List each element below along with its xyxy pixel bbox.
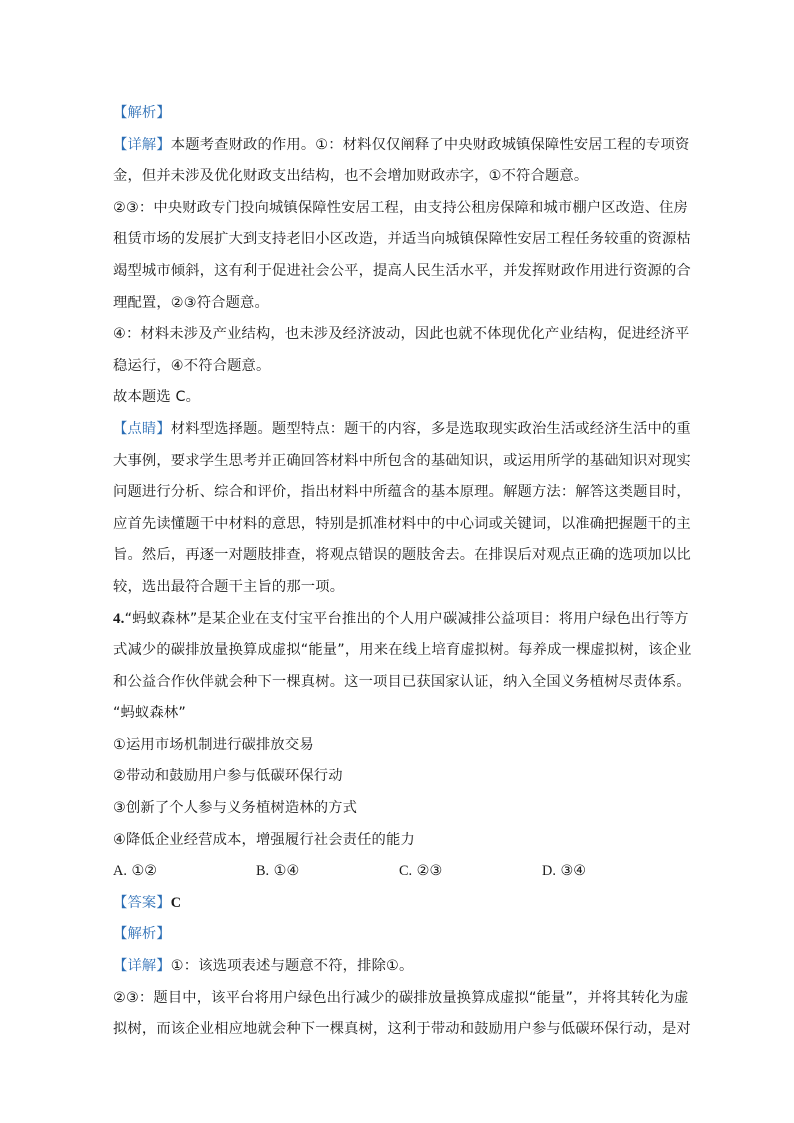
statement: ①运用市场机制进行碳排放交易: [113, 736, 314, 753]
option-c: C. ②③: [399, 863, 443, 880]
question-stem-line: 和公益合作伙伴就会种下一棵真树。这一项目已获国家认证，纳入全国义务植树尽责体系。: [113, 673, 691, 690]
detail-line: 竭型城市倾斜，这有利于促进社会公平，提高人民生活水平，并发挥财政作用进行资源的合: [113, 262, 691, 279]
document-page: [113, 98, 692, 1046]
note-line: 应首先读懂题干中材料的意思，特别是抓准材料中的中心词或关键词，以准确把握题干的主: [113, 515, 691, 532]
detail-line: 【详解】①：该选项表述与题意不符，排除①。: [113, 958, 414, 975]
note-line: 【点睛】材料型选择题。题型特点：题干的内容，多是选取现实政治生活或经济生活中的重: [113, 420, 691, 437]
statement: ③创新了个人参与义务植树造林的方式: [113, 800, 358, 817]
detail-line: 【详解】本题考查财政的作用。①：材料仅仅阐释了中央财政城镇保障性安居工程的专项资: [113, 136, 690, 153]
note-line: 大事例，要求学生思考并正确回答材料中所包含的基础知识，或运用所学的基础知识对现实: [113, 452, 691, 469]
question-stem-line: 4.“蚂蚁森林”是某企业在支付宝平台推出的个人用户碳减排公益项目：将用户绿色出行等方: [113, 610, 689, 627]
detail-line: ②③：中央财政专门投向城镇保障性安居工程，由支持公租房保障和城市棚户区改造、住房: [113, 199, 688, 216]
detail-line: 拟树，而该企业相应地就会种下一棵真树，这利于带动和鼓励用户参与低碳环保行动，是对: [113, 1021, 691, 1038]
note-line: 问题进行分析、综合和评价，指出材料中所蕴含的基本原理。解题方法：解答这类题目时，: [113, 484, 691, 501]
analysis-heading: 【解析】: [113, 926, 171, 943]
detail-tag: 【详解】: [113, 136, 171, 153]
answer-line: [113, 888, 685, 920]
option-a: A. ①②: [113, 863, 158, 880]
statement: ④降低企业经营成本，增强履行社会责任的能力: [113, 831, 415, 848]
answer-tag: 【答案】: [113, 894, 171, 911]
note-line: 旨。然后，再逐一对题肢排查，将观点错误的题肢舍去。在排误后对观点正确的选项加以比: [113, 547, 691, 564]
question-stem-line: 式减少的碳排放量换算成虚拟“能量”，用来在线上培育虚拟树。每养成一棵虚拟树，该企业: [113, 642, 692, 659]
answer-options: [113, 856, 685, 888]
analysis-heading: 【解析】: [113, 105, 171, 121]
detail-line: ④：材料未涉及产业结构，也未涉及经济波动，因此也就不体现优化产业结构，促进经济平: [113, 326, 690, 343]
note-tag: 【点睛】: [113, 420, 171, 437]
option-b: B. ①④: [256, 863, 300, 880]
question-stem-line: “蚂蚁森林”: [113, 705, 186, 722]
note-line: 较，选出最符合题干主旨的那一项。: [113, 578, 345, 595]
detail-line: 金，但并未涉及优化财政支出结构，也不会增加财政赤字，①不符合题意。: [113, 168, 589, 185]
detail-line: 稳运行，④不符合题意。: [113, 357, 271, 374]
detail-line: ②③：题目中，该平台将用户绿色出行减少的碳排放量换算成虚拟“能量”，并将其转化为虚: [113, 989, 689, 1006]
statement: ②带动和鼓励用户参与低碳环保行动: [113, 768, 343, 785]
detail-line: 理配置，②③符合题意。: [113, 294, 269, 311]
answer-value: C: [170, 894, 182, 911]
option-d: D. ③④: [542, 863, 587, 880]
question-number: 4.: [113, 610, 125, 627]
detail-line: 租赁市场的发展扩大到支持老旧小区改造，并适当向城镇保障性安居工程任务较重的资源枯: [113, 231, 691, 248]
detail-tag: 【详解】: [113, 958, 171, 975]
conclusion-line: 故本题选 C。: [113, 389, 201, 406]
